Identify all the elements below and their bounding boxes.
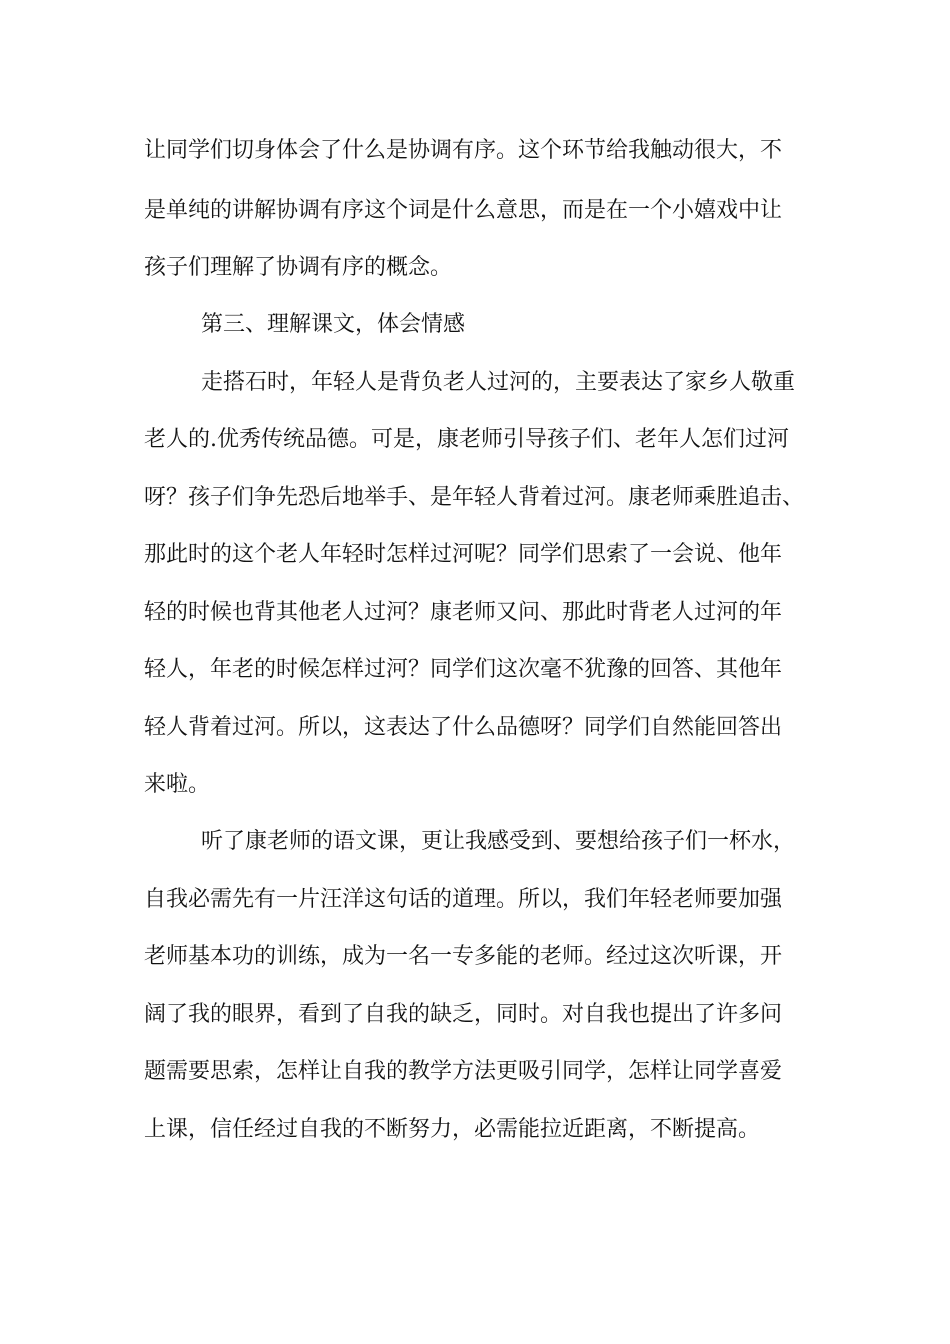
paragraph-line: 走搭石时，年轻人是背负老人过河的，主要表达了家乡人敬重: [201, 370, 796, 395]
paragraph-line: 轻人背着过河。所以，这表达了什么品德呀？同学们自然能回答出: [144, 715, 783, 740]
paragraph-line: 老师基本功的训练，成为一名一专多能的老师。经过这次听课，开: [144, 944, 783, 969]
section-heading: 第三、理解课文，体会情感: [201, 312, 466, 337]
paragraph-line: 轻人，年老的时候怎样过河？同学们这次毫不犹豫的回答、其他年: [144, 657, 783, 682]
paragraph-line: 自我必需先有一片汪洋这句话的道理。所以，我们年轻老师要加强: [144, 887, 783, 912]
paragraph-line: 上课，信任经过自我的不断努力，必需能拉近距离，不断提高。: [144, 1117, 761, 1142]
paragraph-line: 让同学们切身体会了什么是协调有序。这个环节给我触动很大，不: [144, 138, 783, 163]
paragraph-line: 题需要思索，怎样让自我的教学方法更吸引同学，怎样让同学喜爱: [144, 1059, 783, 1084]
paragraph-line: 是单纯的讲解协调有序这个词是什么意思，而是在一个小嬉戏中让: [144, 198, 783, 223]
paragraph-line: 阔了我的眼界，看到了自我的缺乏，同时。对自我也提出了许多问: [144, 1002, 783, 1027]
paragraph-line: 呀？孩子们争先恐后地举手、是年轻人背着过河。康老师乘胜追击、: [144, 485, 805, 510]
paragraph-line: 孩子们理解了协调有序的概念。: [144, 255, 453, 280]
paragraph-line: 来啦。: [144, 772, 211, 797]
paragraph-line: 那此时的这个老人年轻时怎样过河呢？同学们思索了一会说、他年: [144, 542, 783, 567]
paragraph-line: 老人的.优秀传统品德。可是，康老师引导孩子们、老年人怎们过河: [144, 427, 789, 452]
paragraph-line: 轻的时候也背其他老人过河？康老师又问、那此时背老人过河的年: [144, 600, 783, 625]
paragraph-line: 听了康老师的语文课，更让我感受到、要想给孩子们一杯水，: [201, 829, 796, 854]
